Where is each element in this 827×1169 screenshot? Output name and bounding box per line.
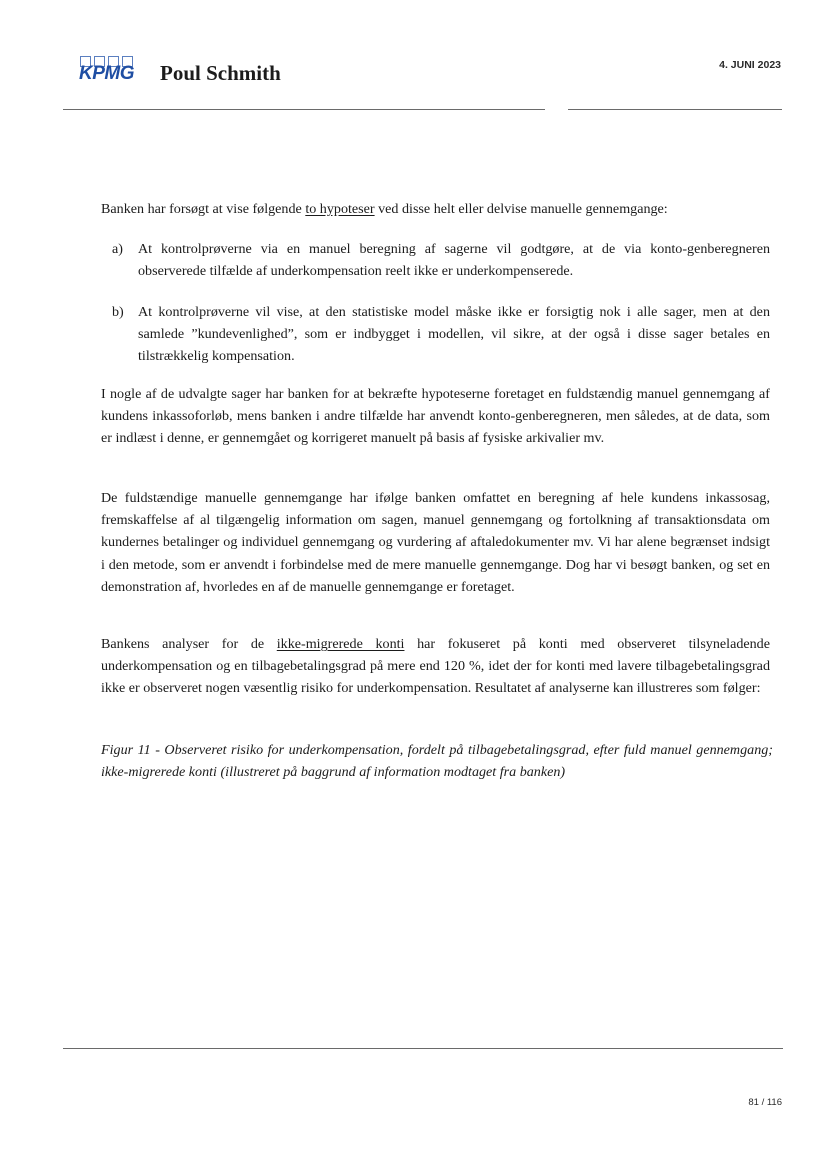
header-divider-right	[568, 109, 782, 110]
list-marker: a)	[112, 241, 123, 257]
non-migrated-accounts-link[interactable]: ikke-migrerede konti	[276, 636, 405, 652]
logo-text: KPMG	[79, 63, 134, 84]
list-item	[112, 301, 770, 368]
firm-name: Poul Schmith	[160, 61, 281, 85]
paragraph-full-review: De fuldstændige manuelle gennemgange har ifølge banken omfattet en beregning af hele kundens inkassosag, fremskaffelse af al tilgængelig information om sagen, manuel gennemgang og fortolkning af transaktionsdata om kundernes betalinger og individuel gennemgang og vurdering af aftaledokumenter mv. Vi har alene begrænset indsigt i den metode, som er anvendt i forbindelse med de mere manuelle gennemgange. Dog har vi besøgt banken, og set en demonstration af, hvorledes en af de manuelle gennemgange er foretaget.	[101, 490, 770, 595]
page-number: 81 / 116	[748, 1097, 782, 1108]
list-item-text: At kontrolprøverne via en manuel beregning af sagerne vil godtgøre, at de via konto-genberegneren observerede tilfælde af underkompensation reelt ikke er underkompenserede.	[138, 241, 770, 280]
kpmg-logo	[79, 56, 139, 86]
paragraph-manual-review: I nogle af de udvalgte sager har banken for at bekræfte hypoteserne foretaget en fuldstændig manuel gennemgang af kundens inkassoforløb, mens banken i andre tilfælde har anvendt konto-genberegneren, men således, at de data, som er indlæst i denne, er gennemgået og korrigeret manuelt på basis af fysiske arkivalier mv.	[101, 386, 770, 447]
paragraph-analyses: Bankens analyser for de ikke-migrerede konti har fokuseret på konti med observeret tilsyneladende underkompensation og en tilbagebetalingsgrad på mere end 120 %, idet der for konti med lavere tilbagebetalingsgrad ikke er observeret nogen væsentlig risiko for underkompensation. Resultatet af analyserne kan illustreres som følger:	[101, 636, 770, 697]
header-divider-left	[63, 109, 545, 110]
list-marker: b)	[112, 304, 124, 320]
document-date: 4. JUNI 2023	[719, 59, 781, 71]
footer-divider	[63, 1048, 783, 1049]
hypotheses-link[interactable]: to hypoteser	[305, 201, 375, 217]
intro-paragraph: Banken har forsøgt at vise følgende to hypoteser ved disse helt eller delvise manuelle gennemgange:	[101, 201, 668, 217]
list-item	[112, 238, 770, 282]
figure-caption: Figur 11 - Observeret risiko for underkompensation, fordelt på tilbagebetalingsgrad, efter fuld manuel gennemgang; ikke-migrerede konti (illustreret på baggrund af information modtaget fra banken)	[101, 742, 773, 781]
list-item-text: At kontrolprøverne vil vise, at den statistiske model måske ikke er forsigtig nok i alle sager, men at den samlede ”kundevenlighed”, som er indbygget i modellen, vil sikre, at der også i disse sager betales en tilstrækkelig kompensation.	[138, 304, 770, 365]
